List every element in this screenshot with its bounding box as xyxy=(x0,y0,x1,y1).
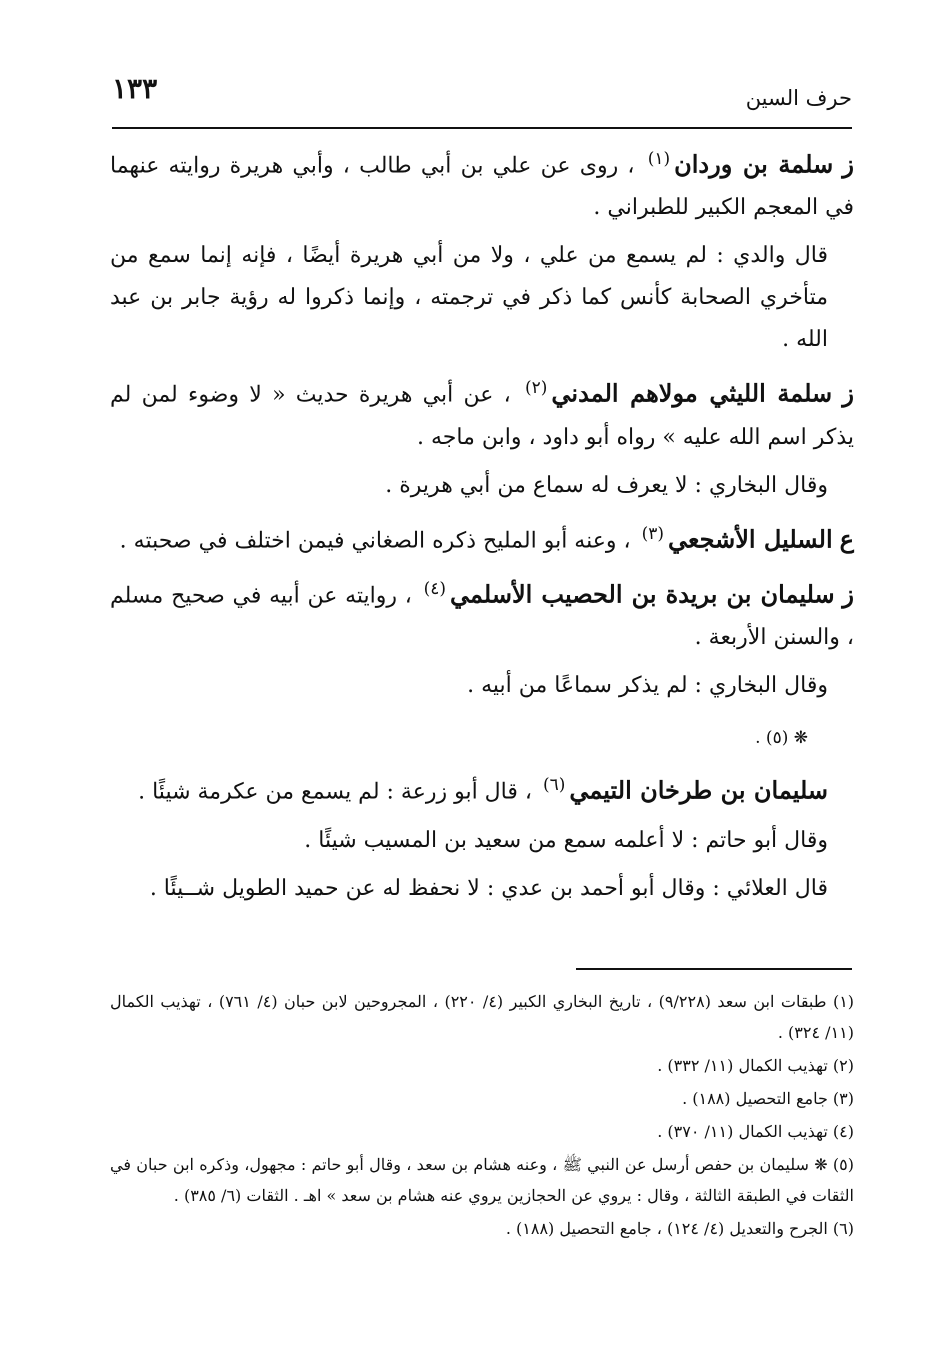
paragraph-alaai: قال العلائي : وقال أبو أحمد بن عدي : لا نحفظ له عن حميد الطويل شــيئًا . xyxy=(149,875,828,901)
footnote-ref: (٦) xyxy=(542,775,566,796)
paragraph-abu-hatim: وقال أبو حاتم : لا أعلمه سمع من سعيد بن المسيب شيئًا . xyxy=(304,827,828,853)
footnote-ref: (١) xyxy=(647,149,671,169)
entry-salama-bin-wardan xyxy=(110,138,854,229)
narrator-name: سلمة الليثي مولاهم المدني xyxy=(551,378,833,408)
entry-salama-al-laythi xyxy=(110,367,854,458)
entry-text: ، عن أبي هريرة حديث « لا وضوء لمن لم يذكر اسم الله عليه » رواه أبو داود ، وابن ماجه . xyxy=(110,382,854,450)
running-title: حرف السين xyxy=(745,86,852,110)
paragraph-walidi: قال والدي : لم يسمع من علي ، ولا من أبي هريرة أيضًا ، فإنه إنما سمع من متأخري الصحابة كأنس كما ذكر في ترجمته ، وإنما ذكروا له رؤية جابر بن عبد الله . xyxy=(110,243,828,353)
page-number: ١٣٣ xyxy=(112,72,158,105)
footnote-ref: (٢) xyxy=(524,378,548,399)
footnotes xyxy=(110,986,854,1246)
star-entry: ❋ (٥) . xyxy=(755,728,808,749)
narrator-name: سليمان بن طرخان التيمي xyxy=(569,775,828,805)
entry-prefix: ع xyxy=(839,523,854,553)
footnote-ref: (٣) xyxy=(641,523,665,544)
paragraph-bukhari-1: وقال البخاري : لا يعرف له سماع من أبي هريرة . xyxy=(385,472,828,498)
entry-text: ، روى عن علي بن أبي طالب ، وأبي هريرة روايته عنهما في المعجم الكبير للطبراني . xyxy=(110,153,854,221)
entry-prefix: ز xyxy=(842,378,855,408)
narrator-name: السليل الأشجعي xyxy=(668,523,833,553)
paragraph-bukhari-2: وقال البخاري : لم يذكر سماعًا من أبيه . xyxy=(467,673,828,699)
footnote-ref: (٤) xyxy=(423,578,447,599)
footnote-2: (٢) تهذيب الكمال (١١/ ٣٣٢) . xyxy=(657,1056,854,1075)
entry-sulayman-bin-burayda xyxy=(110,568,854,659)
main-text xyxy=(110,138,854,916)
header-divider xyxy=(112,127,852,129)
footnote-6: (٦) الجرح والتعديل (٤/ ١٢٤) ، جامع التحصيل (١٨٨) . xyxy=(505,1219,854,1238)
narrator-name: سليمان بن بريدة بن الحصيب الأسلمي xyxy=(450,579,835,609)
footnote-1: (١) طبقات ابن سعد (٩/٢٢٨) ، تاريخ البخاري الكبير (٤/ ٢٢٠) ، المجروحين لابن حبان (٤/ ٧٦١) ، تهذيب الكمال (١١/ ٣٢٤) . xyxy=(110,992,855,1042)
entry-text: ، وعنه أبو المليح ذكره الصغاني فيمن اختلف في صحبته . xyxy=(119,527,631,553)
entry-al-sulayl xyxy=(110,513,854,562)
footnote-5: (٥) ❋ سليمان بن حفص أرسل عن النبي ﷺ ، وعنه هشام بن سعد ، وقال أبو حاتم : مجهول، وذكره ابن حبان في الثقات في الطبقة الثالثة ، وقال : يروي عن الحجازين يروي عنه هشام بن سعد » اهـ . الثقات (٦/ ٣٨٥) . xyxy=(110,1155,854,1205)
entry-prefix: ز xyxy=(842,149,854,179)
page-header xyxy=(112,72,852,122)
footnote-divider xyxy=(576,968,852,970)
entry-sulayman-bin-tarkhan xyxy=(110,764,854,813)
narrator-name: سلمة بن وردان xyxy=(674,149,834,179)
entry-prefix: ز xyxy=(842,579,854,609)
entry-text: ، روايته عن أبيه في صحيح مسلم ، والسنن الأربعة . xyxy=(110,583,854,651)
entry-text: ، قال أبو زرعة : لم يسمع من عكرمة شيئًا . xyxy=(138,779,532,805)
footnote-4: (٤) تهذيب الكمال (١١/ ٣٧٠) . xyxy=(657,1122,854,1141)
footnote-3: (٣) جامع التحصيل (١٨٨) . xyxy=(682,1089,854,1108)
